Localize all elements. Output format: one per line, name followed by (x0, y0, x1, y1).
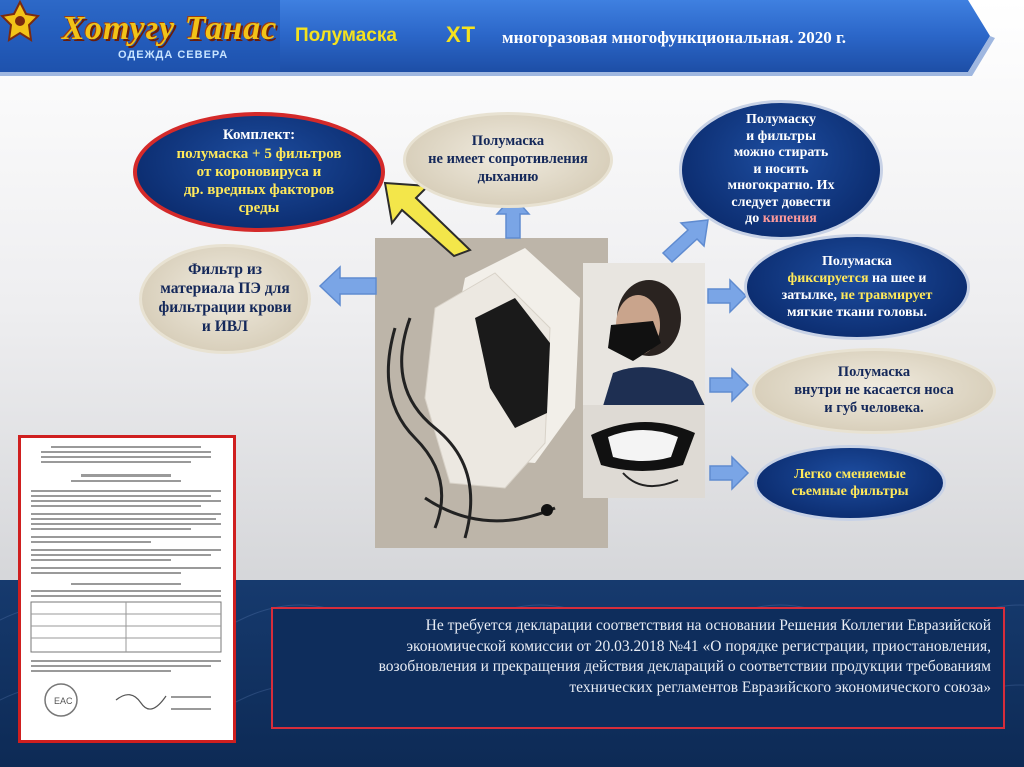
arrow-left-icon (318, 264, 378, 308)
resistance-line: Полумаска (471, 133, 545, 150)
washable-line: Полумаску (746, 112, 816, 128)
fixed-line: затылке, (781, 288, 841, 303)
bubble-inside (752, 348, 996, 434)
arrow-right-icon (708, 367, 750, 403)
fixed-line: на шее и (868, 270, 927, 286)
notice-box (271, 607, 1005, 729)
svg-text:EAC: EAC (54, 696, 73, 706)
washable-line: многократно. Их (727, 178, 835, 194)
certificate-document-image (18, 435, 236, 743)
washable-line: можно стирать (733, 145, 829, 161)
resistance-line: не имеет сопротивления (428, 151, 588, 168)
bubble-fixed (744, 234, 970, 340)
bubble-kit (133, 112, 385, 232)
resistance-line: дыханию (477, 168, 539, 185)
arrow-right-icon (708, 455, 750, 491)
notice-line: технических регламентов Евразийского экономического союза» (569, 678, 991, 696)
kit-line: др. вредных факторов (183, 182, 335, 199)
filter-line: Фильтр из (187, 261, 262, 279)
kit-line: от короновируса и (196, 163, 322, 180)
notice-line: возобновления и прекращения действия деклараций о соответствии продукции требованиям (378, 658, 991, 676)
arrow-up-right-icon (660, 218, 710, 264)
person-photo (583, 263, 705, 406)
arrow-right-icon (706, 278, 748, 314)
inside-line: внутри не касается носа (794, 382, 954, 399)
notice-line: экономической комиссии от 20.03.2018 №41 «О порядке регистрации, приостановления, (406, 637, 991, 655)
inside-line: Полумаска (837, 364, 911, 381)
replaceable-line: съемные фильтры (791, 484, 909, 499)
washable-boiling-text: кипения (762, 211, 817, 227)
fixed-highlight: фиксируется (787, 270, 869, 286)
kit-line: полумаска + 5 фильтров (176, 145, 342, 162)
washable-line: до (745, 211, 763, 227)
masks-photo (375, 238, 608, 548)
header-banner (0, 0, 1024, 78)
filter-line: материала ПЭ для (160, 280, 290, 298)
replaceable-line: Легко сменяемые (794, 466, 906, 482)
washable-line: следует довести (731, 194, 831, 210)
bubble-replaceable (754, 445, 946, 521)
bubble-washable (679, 100, 883, 240)
washable-line: и фильтры (746, 128, 816, 144)
filter-line: фильтрации крови (158, 299, 292, 316)
kit-line: Комплект: (222, 127, 296, 144)
fixed-line: Полумаска (822, 253, 892, 269)
filter-line: и ИВЛ (201, 317, 249, 335)
logo-subtitle: ОДЕЖДА СЕВЕРА (118, 49, 229, 61)
logo-text: Хотугу Танас (62, 10, 278, 47)
fixed-highlight: не травмирует (840, 288, 933, 303)
bubble-resistance (403, 112, 613, 208)
logo-ornament-icon (0, 0, 40, 44)
kit-line: среды (238, 200, 280, 217)
mask-inside-photo (583, 405, 705, 498)
fixed-line: мягкие ткани головы. (786, 305, 927, 321)
inside-line: и губ человека. (824, 399, 924, 416)
title-product: Полумаска (295, 25, 397, 46)
title-description: многоразовая многофункциональная. 2020 г. (502, 28, 847, 47)
notice-line: Не требуется декларации соответствия на основании Решения Коллегии Евразийской (425, 617, 991, 634)
washable-line: и носить (753, 161, 809, 177)
bubble-filter (139, 244, 311, 354)
title-brand: ХТ (446, 22, 477, 47)
